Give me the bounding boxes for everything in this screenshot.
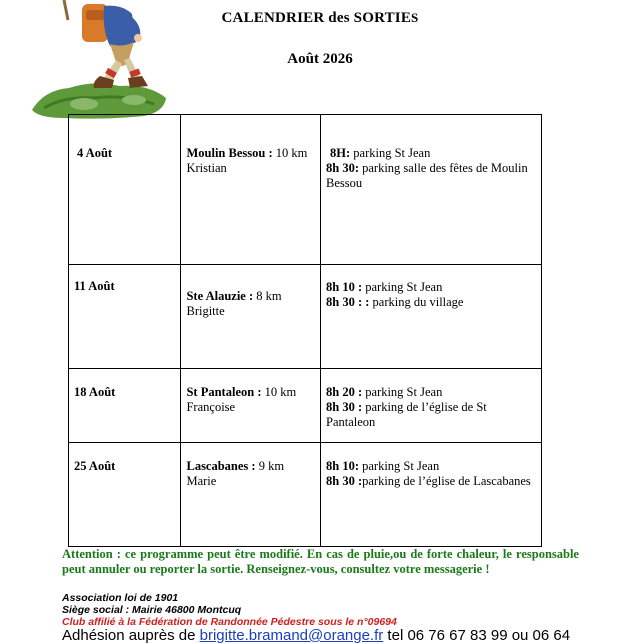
footer-headquarters: Siège social : Mairie 46800 Montcuq [62,604,242,616]
association-footer [62,592,622,628]
table-row [69,265,542,369]
footer-affiliation: Club affilié à la Fédération de Randonnée Pédestre sous le n°09694 [62,616,397,628]
page-title: CALENDRIER des SORTIES [221,10,419,26]
footer-association: Association loi de 1901 [62,592,179,604]
outing-meetings: 8h 10 : parking St Jean 8h 30 : : parking du village [326,280,464,309]
adhesion-contact: Adhésion auprès de brigitte.bramand@orange.fr tel 06 76 67 83 99 ou 06 64 [62,627,571,644]
email-link[interactable]: brigitte.bramand@orange.fr [199,627,384,644]
outing-meetings: 8h 10: parking St Jean 8h 30 :parking de l’église de Lascabanes [326,459,531,488]
outing-leader: Kristian [186,161,227,175]
attention-notice: Attention : ce programme peut être modifié. En cas de pluie,ou de forte chaleur, le responsable peut annuler ou reporter la sortie. Renseignez-vous, consultez votre messagerie ! [62,547,579,576]
outing-leader: Brigitte [186,304,225,318]
outing-leader: Françoise [186,400,236,414]
outings-table [68,114,542,547]
outing-meetings: 8h 20 : parking St Jean 8h 30 : parking de l’église de St Pantaleon [326,385,487,429]
table-row [69,443,542,547]
outing-date: 18 Août [74,385,116,399]
outing-destination: Lascabanes : 9 km Marie [186,459,285,488]
outing-meetings: 8H: parking St Jean 8h 30: parking salle des fêtes de Moulin Bessou [326,146,528,190]
outing-destination: Moulin Bessou : 10 km Kristian [186,146,308,175]
outing-date: 11 Août [74,279,115,293]
outing-date: 4 Août [77,146,113,160]
outing-destination: St Pantaleon : 10 km Françoise [186,385,297,414]
table-row [69,369,542,443]
page-subtitle: Août 2026 [287,51,353,67]
table-row [69,115,542,265]
outing-leader: Marie [186,474,217,488]
outing-date: 25 Août [74,459,116,473]
outing-destination: Ste Alauzie : 8 km Brigitte [186,289,282,318]
